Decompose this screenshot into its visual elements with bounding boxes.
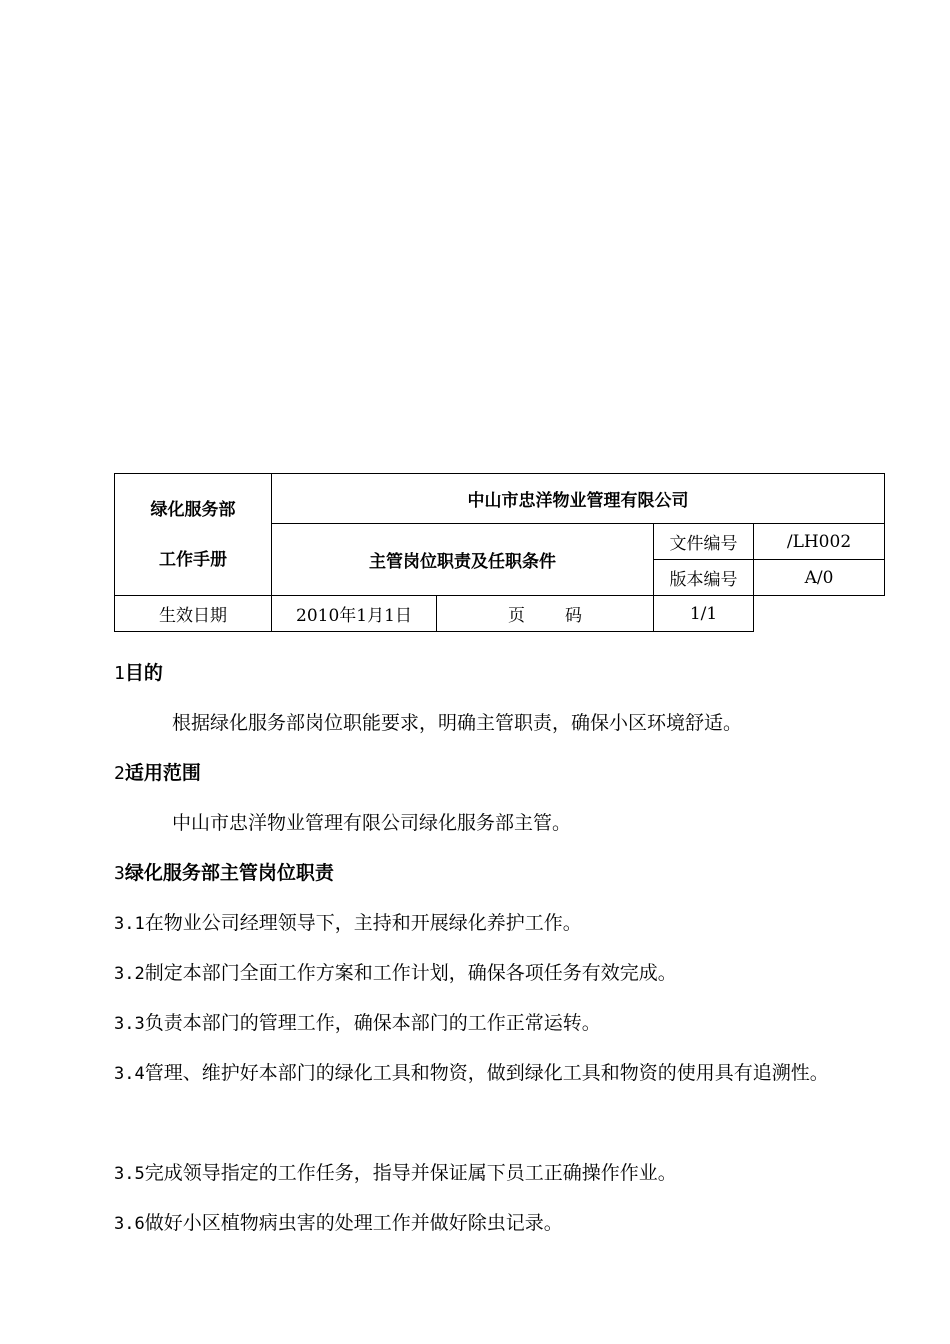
section-heading-purpose: [114, 648, 894, 698]
duty-text: 管理、维护好本部门的绿化工具和物资，做到绿化工具和物资的使用具有追溯性。: [144, 1062, 829, 1084]
duty-item: [114, 948, 894, 998]
duty-text: 做好小区植物病虫害的处理工作并做好除虫记录。: [144, 1212, 563, 1234]
page-label: [437, 596, 654, 632]
duty-number: 3.2: [114, 964, 145, 984]
duty-text: 在物业公司经理领导下，主持和开展绿化养护工作。: [144, 912, 582, 934]
document-header-table: [114, 473, 885, 632]
duty-number: 3.5: [114, 1164, 145, 1184]
section-body-scope: 中山市忠洋物业管理有限公司绿化服务部主管。: [172, 812, 572, 834]
duty-number: 3.3: [114, 1014, 145, 1034]
version-value: A/0: [754, 560, 885, 596]
duty-item: [114, 898, 894, 948]
duty-item: [114, 1048, 886, 1148]
department-name: 绿化服务部: [150, 499, 236, 520]
duty-number: 3.1: [114, 914, 145, 934]
effective-date-value: 2010年1月1日: [272, 596, 437, 632]
section-number: 3: [114, 863, 125, 884]
duty-text: 负责本部门的管理工作，确保本部门的工作正常运转。: [144, 1012, 601, 1034]
version-label: 版本编号: [654, 560, 754, 596]
section-title: 绿化服务部主管岗位职责: [124, 862, 334, 884]
section-title: 目的: [124, 662, 163, 684]
doc-number-label: 文件编号: [654, 524, 754, 560]
duty-number: 3.4: [114, 1064, 145, 1084]
duty-item: [114, 998, 894, 1048]
section-number: 1: [114, 663, 125, 684]
page-label-part1: 页: [508, 606, 525, 626]
section-heading-scope: [114, 748, 894, 798]
manual-name: 工作手册: [159, 549, 227, 570]
page-label-part2: 码: [565, 606, 582, 626]
section-title: 适用范围: [124, 762, 201, 784]
document-body: [114, 648, 894, 1248]
duty-text: 完成领导指定的工作任务，指导并保证属下员工正确操作作业。: [144, 1162, 677, 1184]
effective-date-label: 生效日期: [115, 596, 272, 632]
doc-number-value: /LH002: [754, 524, 885, 560]
duty-item: [114, 1148, 894, 1198]
department-cell: [115, 474, 272, 596]
duty-number: 3.6: [114, 1214, 145, 1234]
section-body-purpose: 根据绿化服务部岗位职能要求，明确主管职责，确保小区环境舒适。: [172, 712, 743, 734]
duty-item: [114, 1198, 894, 1248]
section-number: 2: [114, 763, 125, 784]
page-value: 1/1: [654, 596, 754, 632]
section-heading-duties: [114, 848, 894, 898]
company-name: 中山市忠洋物业管理有限公司: [272, 474, 885, 524]
document-title: 主管岗位职责及任职条件: [272, 524, 654, 596]
duty-text: 制定本部门全面工作方案和工作计划，确保各项任务有效完成。: [144, 962, 677, 984]
